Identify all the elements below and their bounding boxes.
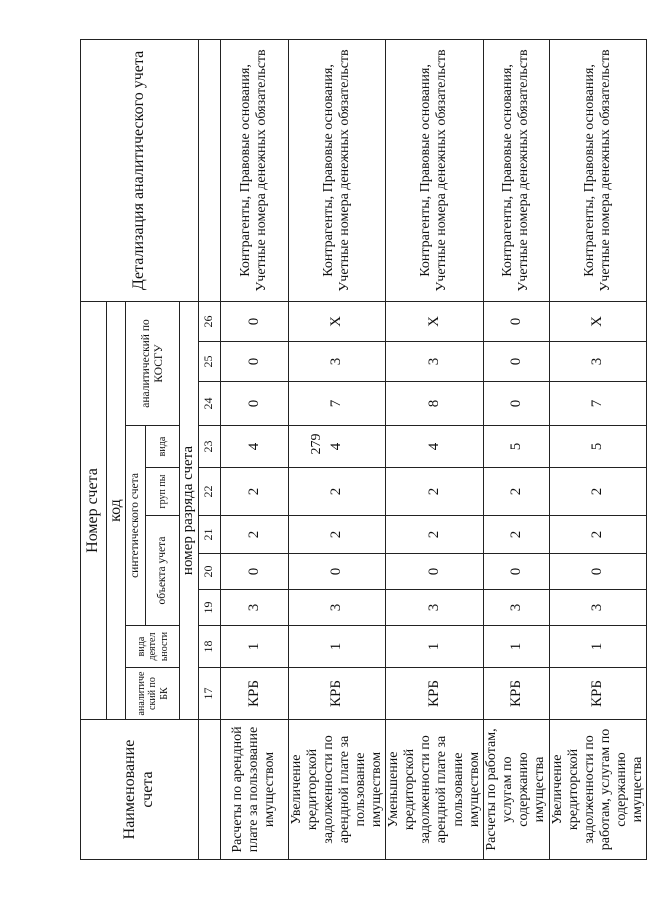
header-account-number: Номер счета xyxy=(81,301,107,719)
digit-cell: 1 xyxy=(288,626,386,668)
digit-cell: 3 xyxy=(386,342,484,382)
header-activity-type: вида деятел ьности xyxy=(126,626,180,668)
digit-col-18: 18 xyxy=(198,626,220,668)
digit-cell: 2 xyxy=(386,468,484,516)
digit-cell: X xyxy=(549,301,647,341)
analytic-bk-cell: КРБ xyxy=(386,668,484,720)
header-synthetic-account: синтетического счета xyxy=(126,426,146,626)
table-row xyxy=(483,39,549,859)
digit-cell: 1 xyxy=(386,626,484,668)
digit-cell: 0 xyxy=(483,382,549,426)
account-name-cell: Расчеты по арендной плате за пользование имуществом xyxy=(220,720,288,860)
header-account-object: объекта учета xyxy=(146,516,180,626)
header-analytic-bk: аналитиче ский по БК xyxy=(126,668,180,720)
header-code: код xyxy=(107,301,126,719)
digit-col-20: 20 xyxy=(198,554,220,590)
detail-cell: Контрагенты, Правовые основания, Учетные номера денежных обязательств xyxy=(288,39,386,301)
detail-cell: Контрагенты, Правовые основания, Учетные номера денежных обязательств xyxy=(386,39,484,301)
digit-cell: 3 xyxy=(386,590,484,626)
header-detail: Детализация аналитического учета xyxy=(81,39,199,301)
digit-cell: 7 xyxy=(549,382,647,426)
digit-number-blank-right xyxy=(198,39,220,301)
digit-cell: 3 xyxy=(288,342,386,382)
account-name-cell: Увеличение кредиторской задолженности по работам, услугам по содержанию имущества xyxy=(549,720,647,860)
detail-cell: Контрагенты, Правовые основания, Учетные номера денежных обязательств xyxy=(220,39,288,301)
digit-cell: 1 xyxy=(220,626,288,668)
digit-cell: 2 xyxy=(288,516,386,554)
table-row xyxy=(549,39,647,859)
digit-cell: 3 xyxy=(483,590,549,626)
digit-col-19: 19 xyxy=(198,590,220,626)
digit-col-24: 24 xyxy=(198,382,220,426)
detail-cell: Контрагенты, Правовые основания, Учетные номера денежных обязательств xyxy=(549,39,647,301)
digit-cell: 4 xyxy=(288,426,386,468)
digit-cell: 2 xyxy=(483,516,549,554)
analytic-bk-cell: КРБ xyxy=(288,668,386,720)
digit-cell: 7 xyxy=(288,382,386,426)
accounts-table xyxy=(80,39,647,860)
digit-cell: 8 xyxy=(386,382,484,426)
analytic-bk-cell: КРБ xyxy=(220,668,288,720)
header-kind: вида xyxy=(146,426,180,468)
digit-cell: 2 xyxy=(220,516,288,554)
digit-cell: 3 xyxy=(288,590,386,626)
digit-cell: 1 xyxy=(483,626,549,668)
digit-col-21: 21 xyxy=(198,516,220,554)
digit-col-17: 17 xyxy=(198,668,220,720)
digit-col-25: 25 xyxy=(198,342,220,382)
digit-cell: 0 xyxy=(288,554,386,590)
account-name-cell: Уменьшение кредиторской задолженности по арендной плате за пользование имуществом xyxy=(386,720,484,860)
digit-cell: 0 xyxy=(220,554,288,590)
digit-col-23: 23 xyxy=(198,426,220,468)
digit-cell: 0 xyxy=(220,301,288,341)
digit-cell: 0 xyxy=(483,554,549,590)
digit-cell: 3 xyxy=(549,590,647,626)
header-digit-number: номер разряда счета xyxy=(180,301,198,719)
digit-cell: 2 xyxy=(549,468,647,516)
header-group: груп пы xyxy=(146,468,180,516)
table-row xyxy=(288,39,386,859)
account-name-cell: Расчеты по работам, услугам по содержанию имущества xyxy=(483,720,549,860)
analytic-bk-cell: КРБ xyxy=(549,668,647,720)
digit-cell: 0 xyxy=(549,554,647,590)
digit-col-26: 26 xyxy=(198,301,220,341)
digit-col-22: 22 xyxy=(198,468,220,516)
header-account-name: Наименование счета xyxy=(81,720,199,860)
digit-cell: X xyxy=(386,301,484,341)
digit-cell: 2 xyxy=(386,516,484,554)
digit-cell: 4 xyxy=(386,426,484,468)
digit-cell: X xyxy=(288,301,386,341)
digit-cell: 5 xyxy=(549,426,647,468)
digit-cell: 0 xyxy=(483,301,549,341)
digit-cell: 1 xyxy=(549,626,647,668)
digit-cell: 4 xyxy=(220,426,288,468)
digit-cell: 2 xyxy=(483,468,549,516)
analytic-bk-cell: КРБ xyxy=(483,668,549,720)
digit-cell: 3 xyxy=(220,590,288,626)
digit-cell: 5 xyxy=(483,426,549,468)
digit-cell: 0 xyxy=(220,342,288,382)
detail-cell: Контрагенты, Правовые основания, Учетные номера денежных обязательств xyxy=(483,39,549,301)
digit-cell: 0 xyxy=(386,554,484,590)
digit-cell: 0 xyxy=(483,342,549,382)
rotated-page xyxy=(80,40,646,860)
account-name-cell: Увеличение кредиторской задолженности по арендной плате за пользование имуществом xyxy=(288,720,386,860)
digit-cell: 2 xyxy=(549,516,647,554)
header-analytic-kosgu: аналитический по КОСГУ xyxy=(126,301,180,425)
table-row xyxy=(386,39,484,859)
digit-cell: 2 xyxy=(220,468,288,516)
page-number: 279 xyxy=(309,433,324,455)
digit-cell: 3 xyxy=(549,342,647,382)
digit-cell: 2 xyxy=(288,468,386,516)
digit-cell: 0 xyxy=(220,382,288,426)
table-row xyxy=(220,39,288,859)
digit-number-blank-left xyxy=(198,720,220,860)
